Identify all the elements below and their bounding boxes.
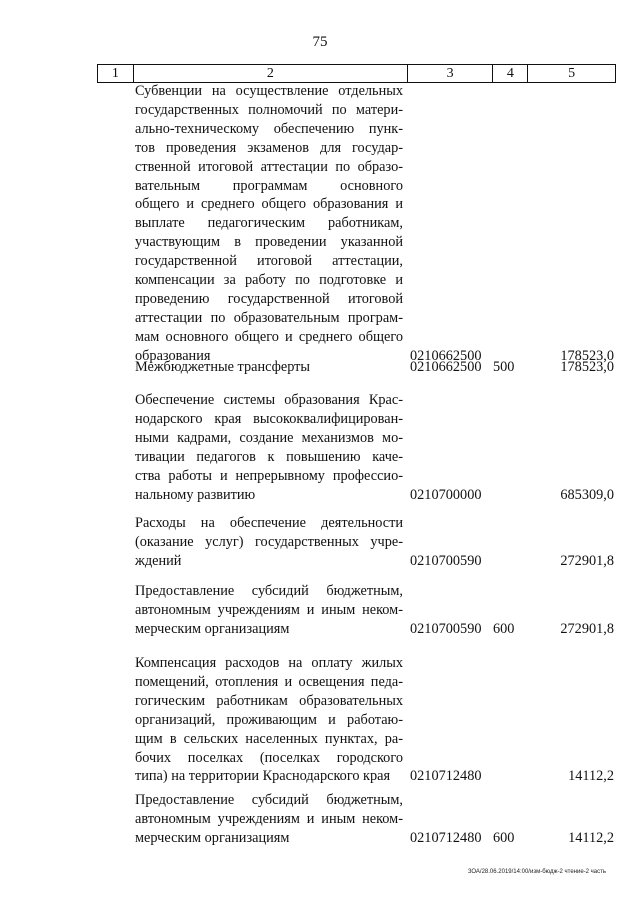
description-line: образования — [135, 347, 211, 364]
description-line: ства работы и непрерывному профессио- — [135, 467, 403, 484]
table-header — [97, 64, 616, 83]
description-line: нодарского края высококвалифицирован- — [135, 410, 403, 427]
row-description — [135, 791, 403, 848]
description-line: Предоставление субсидий бюджетным, — [135, 792, 403, 808]
column-header-3: 3 — [408, 65, 494, 82]
row-expense-type: 500 — [493, 359, 515, 375]
description-line: Расходы на обеспечение деятельности — [135, 515, 403, 531]
description-line: бочих поселках (поселках городского — [135, 749, 403, 766]
description-line: Субвенции на осуществление отдельных — [135, 83, 403, 99]
footer-note: ЗОА/28.06.2019/14:00/изм-бюдж-2 чтение-2 часть — [467, 869, 606, 875]
description-line: компенсации за работу по подготовке и — [135, 272, 403, 289]
row-code: 0210700590 — [410, 552, 482, 569]
description-line: тов проведения экзаменов для государ- — [135, 139, 403, 156]
row-amount: 685309,0 — [560, 486, 614, 503]
description-line: государственной итоговой аттестации, — [135, 253, 403, 270]
description-line: Предоставление субсидий бюджетным, — [135, 583, 403, 599]
description-line: нальному развитию — [135, 486, 256, 503]
column-header-4: 4 — [493, 65, 528, 82]
description-line: (оказание услуг) государственных учре- — [135, 533, 403, 550]
description-line: щим в сельских населенных пунктах, ра- — [135, 730, 403, 747]
description-line: организаций, проживающим и работаю- — [135, 711, 403, 728]
row-description — [135, 654, 403, 786]
row-description — [135, 582, 403, 639]
description-line: типа) на территории Краснодарского края — [135, 768, 391, 785]
description-line: участвующим в проведении указанной — [135, 234, 403, 251]
description-line: ными кадрами, создание механизмов мо- — [135, 429, 403, 446]
description-line: Обеспечение системы образования Крас- — [135, 392, 403, 408]
description-line: автономным учреждениям и иным неком- — [135, 601, 403, 618]
row-code: 0210712480 — [410, 768, 482, 785]
description-line: общего и среднего общего образования и — [135, 196, 403, 213]
description-line: ждений — [135, 552, 182, 569]
page-number: 75 — [312, 34, 328, 50]
row-amount: 272901,8 — [560, 620, 614, 637]
row-expense-type: 600 — [493, 829, 515, 846]
description-line: выплате педагогическим работникам, — [135, 215, 403, 232]
row-amount: 178523,0 — [560, 347, 614, 364]
description-line: гогическим работникам образовательных — [135, 692, 403, 709]
description-line: вательным программам основного — [135, 177, 403, 194]
description-line: мерческим организациям — [135, 829, 290, 846]
row-code: 0210662500 — [410, 347, 482, 364]
row-code: 0210700590 — [410, 620, 482, 637]
description-line: автономным учреждениям и иным неком- — [135, 810, 403, 827]
column-header-5: 5 — [568, 66, 576, 81]
description-line: тивации педагогов к повышению каче- — [135, 448, 403, 465]
row-description — [135, 358, 403, 377]
row-code: 0210662500 — [410, 359, 482, 375]
description-line: мерческим организациям — [135, 620, 290, 637]
description-line: мам основного общего и среднего общего — [135, 328, 403, 345]
row-description — [135, 514, 403, 571]
row-expense-type: 600 — [493, 620, 515, 637]
description-line: ственной итоговой аттестации по образо- — [135, 158, 403, 175]
row-description — [135, 82, 403, 366]
description-line: Межбюджетные трансферты — [135, 359, 311, 375]
row-amount: 14112,2 — [568, 829, 614, 846]
description-line: помещений, отопления и освещения педа- — [135, 673, 403, 690]
column-header-2: 2 — [134, 65, 408, 82]
description-line: ально-техническому обеспечению пунк- — [135, 120, 403, 137]
description-line: Компенсация расходов на оплату жилых — [135, 655, 403, 671]
row-description — [135, 391, 403, 504]
row-amount: 14112,2 — [568, 768, 614, 785]
row-code: 0210700000 — [410, 486, 482, 503]
column-header-1: 1 — [98, 65, 134, 82]
description-line: аттестации по образовательным програм- — [135, 309, 403, 326]
row-amount: 272901,8 — [560, 552, 614, 569]
row-code: 0210712480 — [410, 829, 482, 846]
description-line: государственных полномочий по матери- — [135, 101, 403, 118]
description-line: проведению государственной итоговой — [135, 290, 403, 307]
row-amount: 178523,0 — [560, 359, 614, 375]
